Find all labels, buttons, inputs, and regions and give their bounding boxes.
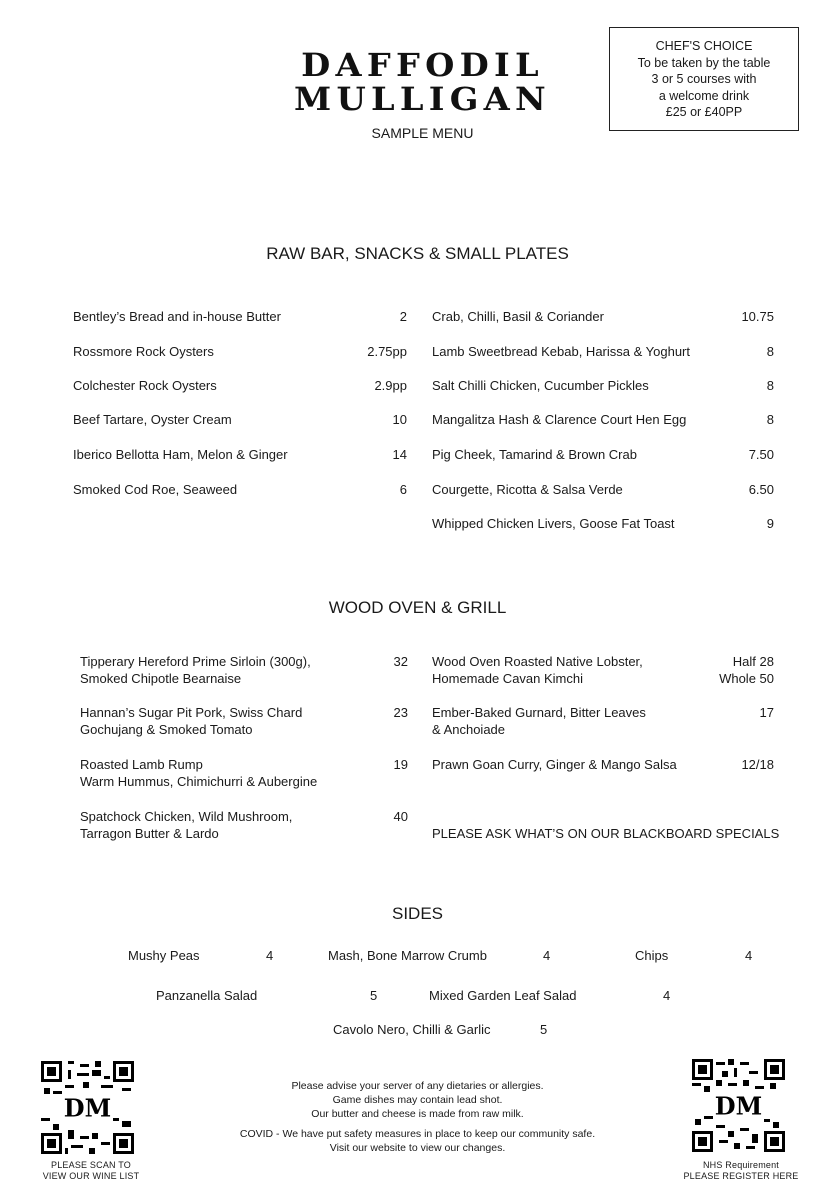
menu-item	[80, 653, 408, 687]
menu-item-price: 32	[393, 654, 408, 669]
menu-item-name: Rossmore Rock Oysters	[73, 344, 214, 359]
menu-item-price: 19	[393, 757, 408, 772]
side-item-price: 4	[543, 948, 551, 963]
side-item-price: 5	[370, 988, 378, 1003]
menu-item-name: Iberico Bellotta Ham, Melon & Ginger	[73, 447, 288, 462]
menu-item-price: 8	[766, 378, 774, 393]
notice-line: Game dishes may contain lead shot.	[332, 1094, 503, 1106]
menu-item-name: Tipperary Hereford Prime Sirloin (300g),	[80, 654, 311, 669]
qr-code-icon	[692, 1059, 785, 1152]
menu-item-price: 9	[766, 516, 774, 531]
side-item-name: Cavolo Nero, Chilli & Garlic	[333, 1022, 491, 1037]
menu-item	[432, 704, 774, 738]
menu-item-description: & Anchoiade	[432, 722, 506, 737]
menu-item-name: Crab, Chilli, Basil & Coriander	[432, 309, 604, 324]
chefs-choice-line: 3 or 5 courses with	[651, 72, 757, 86]
menu-item	[432, 481, 774, 498]
menu-item-name: Wood Oven Roasted Native Lobster,	[432, 654, 643, 669]
menu-item-price: 2.75pp	[367, 344, 407, 359]
menu-item-name: Spatchock Chicken, Wild Mushroom,	[80, 809, 293, 824]
notice-line: Visit our website to view our changes.	[329, 1142, 506, 1154]
menu-item-price: Whole 50	[719, 671, 774, 686]
menu-item	[80, 808, 408, 842]
menu-item-price: Half 28	[732, 654, 774, 669]
menu-item	[80, 704, 408, 738]
menu-item-price: 10	[392, 412, 407, 427]
menu-item-name: Whipped Chicken Livers, Goose Fat Toast	[432, 516, 675, 531]
menu-item-description: Gochujang & Smoked Tomato	[80, 722, 253, 737]
chefs-choice-price: £25 or £40PP	[665, 105, 743, 119]
menu-item-price: 8	[766, 344, 774, 359]
qr-code-icon	[41, 1061, 134, 1154]
qr-caption-line: PLEASE REGISTER HERE	[683, 1171, 799, 1181]
side-item-name: Mushy Peas	[128, 948, 200, 963]
menu-item-name: Beef Tartare, Oyster Cream	[73, 412, 232, 427]
side-item-name: Panzanella Salad	[156, 988, 258, 1003]
menu-item-price: 14	[392, 447, 407, 462]
chefs-choice-line: a welcome drink	[658, 88, 750, 103]
wine-list-qr-code[interactable]	[41, 1061, 134, 1154]
menu-item-name: Hannan’s Sugar Pit Pork, Swiss Chard	[80, 705, 303, 720]
wine-list-qr-caption	[26, 1160, 156, 1182]
notice-line: Please advise your server of any dietaries or allergies.	[291, 1080, 544, 1092]
menu-item-name: Ember-Baked Gurnard, Bitter Leaves	[432, 705, 646, 720]
nhs-register-qr-code[interactable]	[692, 1059, 785, 1152]
dietary-notice	[200, 1079, 635, 1155]
menu-item-description: Homemade Cavan Kimchi	[432, 671, 584, 686]
menu-item-description: Warm Hummus, Chimichurri & Aubergine	[80, 774, 318, 789]
chefs-choice-line: To be taken by the table	[637, 55, 771, 70]
notice-line: COVID - We have put safety measures in place to keep our community safe.	[239, 1128, 596, 1140]
menu-item-price: 8	[766, 412, 774, 427]
menu-item-price: 6.50	[748, 482, 774, 497]
menu-item-name: Colchester Rock Oysters	[73, 378, 217, 393]
menu-item-name: Roasted Lamb Rump	[80, 757, 203, 772]
menu-subtitle: SAMPLE MENU	[371, 125, 474, 141]
menu-item-name: Salt Chilli Chicken, Cucumber Pickles	[432, 378, 649, 393]
chefs-choice-title: CHEF'S CHOICE	[655, 39, 753, 53]
menu-item-name: Smoked Cod Roe, Seaweed	[73, 482, 238, 497]
qr-caption-line: NHS Requirement	[702, 1160, 780, 1170]
menu-item	[80, 756, 408, 790]
menu-item	[73, 446, 407, 463]
section-title-wood-oven: WOOD OVEN & GRILL	[328, 598, 507, 617]
menu-item-price: 6	[399, 482, 407, 497]
menu-item-price: 2.9pp	[374, 378, 407, 393]
menu-item-description: Smoked Chipotle Bearnaise	[80, 671, 242, 686]
brand-line-1: DAFFODIL	[301, 46, 544, 84]
svg-text:DM: DM	[63, 1093, 112, 1123]
menu-item-name: Courgette, Ricotta & Salsa Verde	[432, 482, 623, 497]
specials-note: PLEASE ASK WHAT’S ON OUR BLACKBOARD SPECIALS	[432, 826, 780, 841]
menu-item-description: Tarragon Butter & Lardo	[80, 826, 219, 841]
menu-item-price: 12/18	[741, 757, 774, 772]
menu-item-price: 2	[399, 309, 407, 324]
section-title-sides: SIDES	[391, 904, 444, 923]
menu-item	[432, 515, 774, 532]
side-item-name: Chips	[635, 948, 669, 963]
section-title-raw-bar: RAW BAR, SNACKS & SMALL PLATES	[266, 244, 569, 263]
menu-item	[73, 343, 407, 360]
menu-item	[432, 411, 774, 428]
menu-item	[73, 481, 407, 498]
menu-item-name: Lamb Sweetbread Kebab, Harissa & Yoghurt	[432, 344, 691, 359]
menu-item-price: 23	[393, 705, 408, 720]
menu-item	[432, 653, 774, 687]
menu-item-price: 7.50	[748, 447, 774, 462]
qr-caption-line: VIEW OUR WINE LIST	[42, 1171, 140, 1181]
notice-line: Our butter and cheese is made from raw milk.	[311, 1108, 524, 1120]
brand-line-2: MULLIGAN	[294, 80, 551, 118]
side-item-name: Mixed Garden Leaf Salad	[429, 988, 577, 1003]
menu-item	[432, 377, 774, 394]
side-item-price: 4	[663, 988, 671, 1003]
menu-item	[432, 308, 774, 325]
menu-item-name: Bentley’s Bread and in-house Butter	[73, 309, 281, 324]
menu-item	[432, 756, 774, 773]
menu-item-price: 40	[393, 809, 408, 824]
side-item-name: Mash, Bone Marrow Crumb	[328, 948, 487, 963]
menu-item	[73, 377, 407, 394]
qr-caption-line: PLEASE SCAN TO	[51, 1160, 131, 1170]
nhs-qr-caption	[676, 1160, 806, 1182]
menu-item	[432, 446, 774, 463]
menu-item	[73, 308, 407, 325]
menu-item-price: 10.75	[741, 309, 774, 324]
menu-item-name: Pig Cheek, Tamarind & Brown Crab	[432, 447, 637, 462]
chefs-choice-box	[609, 27, 799, 131]
menu-item-price: 17	[759, 705, 774, 720]
svg-text:DM: DM	[714, 1091, 763, 1121]
side-item-price: 4	[745, 948, 753, 963]
menu-item-name: Prawn Goan Curry, Ginger & Mango Salsa	[432, 757, 677, 772]
brand-logo	[230, 48, 615, 116]
menu-item	[73, 411, 407, 428]
side-item-price: 5	[540, 1022, 548, 1037]
menu-item-name: Mangalitza Hash & Clarence Court Hen Egg	[432, 412, 687, 427]
side-item-price: 4	[266, 948, 274, 963]
menu-item	[432, 343, 774, 360]
